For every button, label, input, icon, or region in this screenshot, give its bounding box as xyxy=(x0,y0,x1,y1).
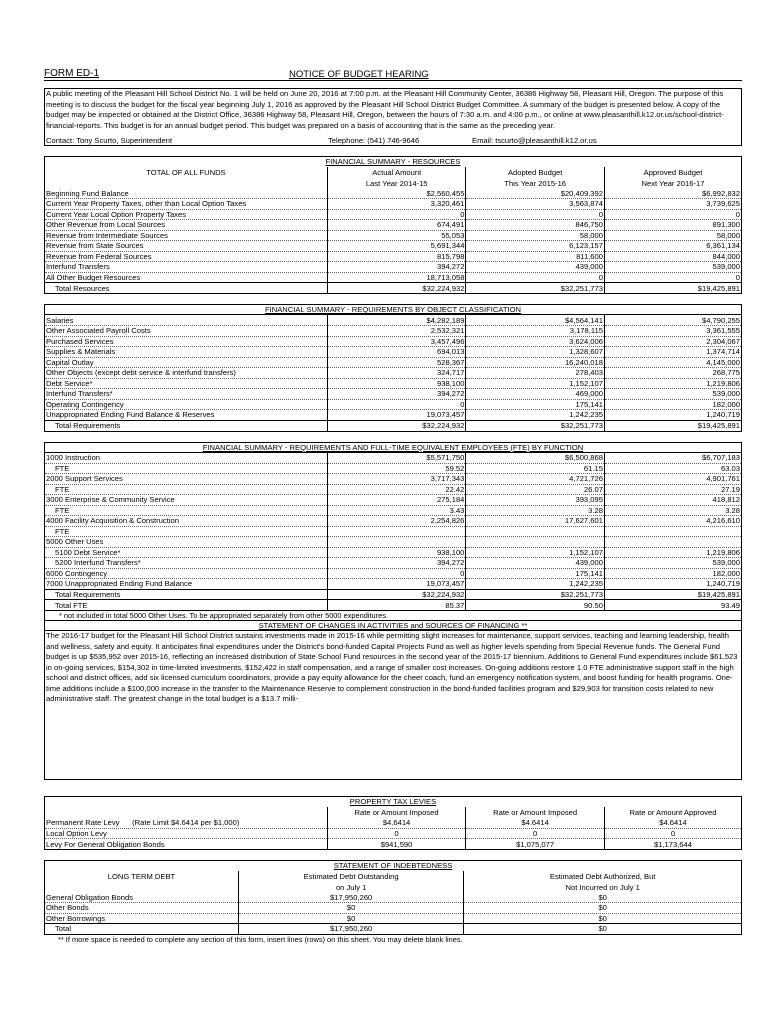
functions-footnote: * not included in total 5000 Other Uses. To be appropriated separately from other 5000 expenditures. xyxy=(45,610,741,620)
function-row: 4000 Facility Acquisition & Construction 2,254,826 17,627,601 4,216,610 xyxy=(46,516,740,526)
resources-col2a: Adopted Budget xyxy=(466,167,605,178)
functions-total-fte-row: Total FTE 85.37 90.50 93.49 xyxy=(45,600,741,611)
requirement-row: Unappropriated Ending Fund Balance & Reserves 19,073,457 1,242,235 1,240,719 xyxy=(46,410,740,420)
resource-row: Revenue from Federal Sources 815,798 811,600 844,000 xyxy=(46,251,740,261)
levy-local-row: Local Option Levy 0 0 0 xyxy=(45,828,741,839)
resources-col3b: Next Year 2016-17 xyxy=(641,178,705,188)
function-row: 6000 Contingency 0 175,141 182,000 xyxy=(46,568,740,578)
functions-title: FINANCIAL SUMMARY - REQUIREMENTS AND FULL-TIME EQUIVALENT EMPLOYEES (FTE) BY FUNCTION xyxy=(45,443,741,453)
contact-phone: Telephone: (541) 746-9646 xyxy=(328,136,420,145)
debt-total-row: Total $17,950,260 $0 xyxy=(45,924,741,935)
function-row: 5200 Interfund Transfers* 394,272 439,000 539,000 xyxy=(45,558,741,569)
page-title: NOTICE OF BUDGET HEARING xyxy=(289,69,429,80)
functions-total-row: Total Requirements $32,224,932 $32,251,773 $19,425,891 xyxy=(45,589,741,600)
contact-row xyxy=(44,136,742,146)
debt-row: Other Borrowings $0 $0 xyxy=(45,913,741,924)
resources-col1a: Actual Amount xyxy=(327,167,466,178)
function-row: 5100 Debt Service* 938,100 1,152,107 1,219,806 xyxy=(45,547,741,558)
function-row: FTE 22.42 26.07 27.19 xyxy=(45,484,741,495)
form-header xyxy=(44,68,742,81)
debt-section xyxy=(44,860,742,935)
resources-title: FINANCIAL SUMMARY - RESOURCES xyxy=(325,157,461,166)
debt-title: STATEMENT OF INDEBTEDNESS xyxy=(333,861,453,870)
contact-email: Email: tscurto@pleasanthill.k12.or.us xyxy=(472,136,597,145)
resources-total-row: Total Resources $32,224,932 $32,251,773 $19,425,891 xyxy=(45,283,741,294)
function-row: FTE 3.43 3.28 3.28 xyxy=(45,505,741,516)
resource-row: Beginning Fund Balance $2,560,455 $20,409,392 $6,992,832 xyxy=(46,188,740,198)
requirement-row: Operating Contingency 0 175,141 182,000 xyxy=(46,399,740,409)
statement-title: STATEMENT OF CHANGES IN ACTIVITIES and SOURCES OF FINANCING ** xyxy=(45,621,741,631)
resources-col0: TOTAL OF ALL FUNDS xyxy=(45,167,327,178)
resources-col3a: Approved Budget xyxy=(643,168,703,178)
debt-row: General Obligation Bonds $17,950,260 $0 xyxy=(45,892,741,903)
requirement-row: Other Objects (except debt service & interfund transfers) 324,717 278,403 268,775 xyxy=(46,368,740,378)
function-row: 3000 Enterprise & Community Service 275,184 393,095 418,812 xyxy=(46,495,740,505)
function-row: FTE xyxy=(45,526,741,537)
function-row: 1000 Instruction $5,571,750 $6,500,868 $6,707,183 xyxy=(46,453,740,463)
resources-section xyxy=(44,156,742,294)
function-row: 2000 Support Services 3,717,343 4,721,726 4,901,761 xyxy=(46,474,740,484)
contact-name: Contact: Tony Scurto, Superintendent xyxy=(46,136,173,145)
requirement-row: Other Associated Payroll Costs 2,532,321 3,178,115 3,361,555 xyxy=(46,326,740,336)
resources-table xyxy=(45,167,741,293)
function-row: FTE 59.52 61.15 63.03 xyxy=(45,463,741,474)
requirement-row: Capital Outlay 528,367 16,240,018 4,145,000 xyxy=(46,357,740,367)
intro-paragraph: A public meeting of the Pleasant Hill School District No. 1 will be held on June 20, 2016 at 7:00 p.m. at the Pleasant Hill Community Center, 36386 Highway 58, Pleasant Hill, Oregon. The purpose of this meeting is to discuss the budget for the fiscal year beginning July 1, 2016 as approved by the Pleasant Hill School District Budget Committee. A summary of the budget is presented below. A copy of the budget may be inspected or obtained at the District Office, 36386 Highway 58, Pleasant Hill, Oregon, between the hours of 7:30 a.m. and 4:00 p.m., or online at www.pleasanthill.k12.or.us/school-district-financial-reports. This budget is for an annual budget period. This budget was prepared on a basis of accounting that is the same as the preceding year. xyxy=(44,88,742,136)
requirement-row: Interfund Transfers* 394,272 469,000 539,000 xyxy=(46,389,740,399)
functions-table xyxy=(45,453,741,611)
budget-notice-form xyxy=(44,68,742,944)
resource-row: Other Revenue from Local Sources 674,491 846,750 891,300 xyxy=(46,220,740,230)
levies-section xyxy=(44,796,742,850)
resources-col2b: This Year 2015-16 xyxy=(466,178,605,189)
levies-table: Rate or Amount Imposed Rate or Amount Imposed Rate or Amount Approved Permanent Rate Levy (Rate Limit $4.6414 per $1,000) $4.6414 $4.6414 $4.6414 Local Option Levy 0 0 0 Levy For General Obligation Bonds $941,590 $1,075,077 $1,173,644 xyxy=(45,807,741,849)
statement-body: The 2016-17 budget for the Pleasant Hill School District sustains investments made in 2015-16 while permitting slight increases for maintenance, support services, teaching and learning leadership, health and wellness, safety and equity. It anticipates final expenditures under the District's bond-funded Capital Projects Fund as well as higher levels spending from Special Revenue funds. The General Fund budget is up $535,952 over 2015-16, reflecting an increased distribution of State School Fund resources in the second year of the 2015-17 biennium. Additions to General Fund expenditures include $61,523 in on-going services, $154,302 in time-limited investments, $152,422 in staff compensation, and a range of smaller cost increases. On-going additions restore 1.0 FTE administrative support staff in the high school and district offices, add six licensed curriculum coordinators, provide a pay equity allowance for the cheer coach, fund an emergency notification system, and boost funding for health programs. One-time additions include a $100,000 increase in the transfer to the Maintenance Reserve to complement construction in the bond-funded facilities program and $29,903 for transition costs related to new administrative staff. The greatest change in the total budget is a $13.7 milli- xyxy=(46,631,738,703)
resource-row: All Other Budget Resources 18,713,058 0 0 xyxy=(46,272,740,282)
levies-title: PROPERTY TAX LEVIES xyxy=(349,797,437,806)
levy-gob-row: Levy For General Obligation Bonds $941,590 $1,075,077 $1,173,644 xyxy=(46,839,692,849)
requirements-table xyxy=(45,315,741,431)
debt-row: Other Bonds $0 $0 xyxy=(45,903,741,914)
levy-permanent-row: Permanent Rate Levy (Rate Limit $4.6414 per $1,000) $4.6414 $4.6414 $4.6414 xyxy=(45,818,741,829)
statement-section xyxy=(44,621,742,780)
resource-row: Interfund Transfers 394,272 439,000 539,000 xyxy=(46,262,740,272)
resources-col1b: Last Year 2014-15 xyxy=(327,178,466,189)
function-row: 5000 Other Uses xyxy=(45,537,741,548)
requirement-row: Supplies & Materials 694,013 1,328,607 1,374,714 xyxy=(46,347,740,357)
debt-table: LONG TERM DEBT Estimated Debt Outstanding Estimated Debt Authorized, But on July 1 Not Incurred on July 1 General Obligation Bonds $17,950,260 $0 Other Bonds $0 $0 Other Borrowings $0 $0 Total $17,950,260 $0 xyxy=(45,871,741,935)
requirement-row: Debt Service* 938,100 1,152,107 1,219,806 xyxy=(46,378,740,388)
functions-section xyxy=(44,442,742,622)
requirements-section xyxy=(44,304,742,432)
resource-row: Current Year Local Option Property Taxes 0 0 0 xyxy=(46,209,740,219)
resource-row: Revenue from State Sources 5,691,344 6,123,157 6,361,134 xyxy=(46,241,740,251)
requirement-row: Purchased Services 3,457,496 3,624,006 2,304,067 xyxy=(46,336,740,346)
resource-row: Current Year Property Taxes, other than Local Option Taxes 3,320,461 3,563,874 3,739,625 xyxy=(46,199,740,209)
debt-footnote: ** If more space is needed to complete any section of this form, insert lines (rows) on this sheet. You may delete blank lines. xyxy=(58,934,463,944)
requirements-total-row: Total Requirements $32,224,932 $32,251,773 $19,425,891 xyxy=(45,420,741,431)
form-label: FORM ED-1 xyxy=(44,68,99,79)
requirements-title: FINANCIAL SUMMARY - REQUIREMENTS BY OBJECT CLASSIFICATION xyxy=(45,305,741,315)
requirement-row: Salaries $4,282,189 $4,564,141 $4,790,255 xyxy=(46,315,740,325)
function-row: 7000 Unappropriated Ending Fund Balance 19,073,457 1,242,235 1,240,719 xyxy=(46,579,740,589)
resource-row: Revenue from Intermediate Sources 55,053 58,000 58,000 xyxy=(46,230,740,240)
